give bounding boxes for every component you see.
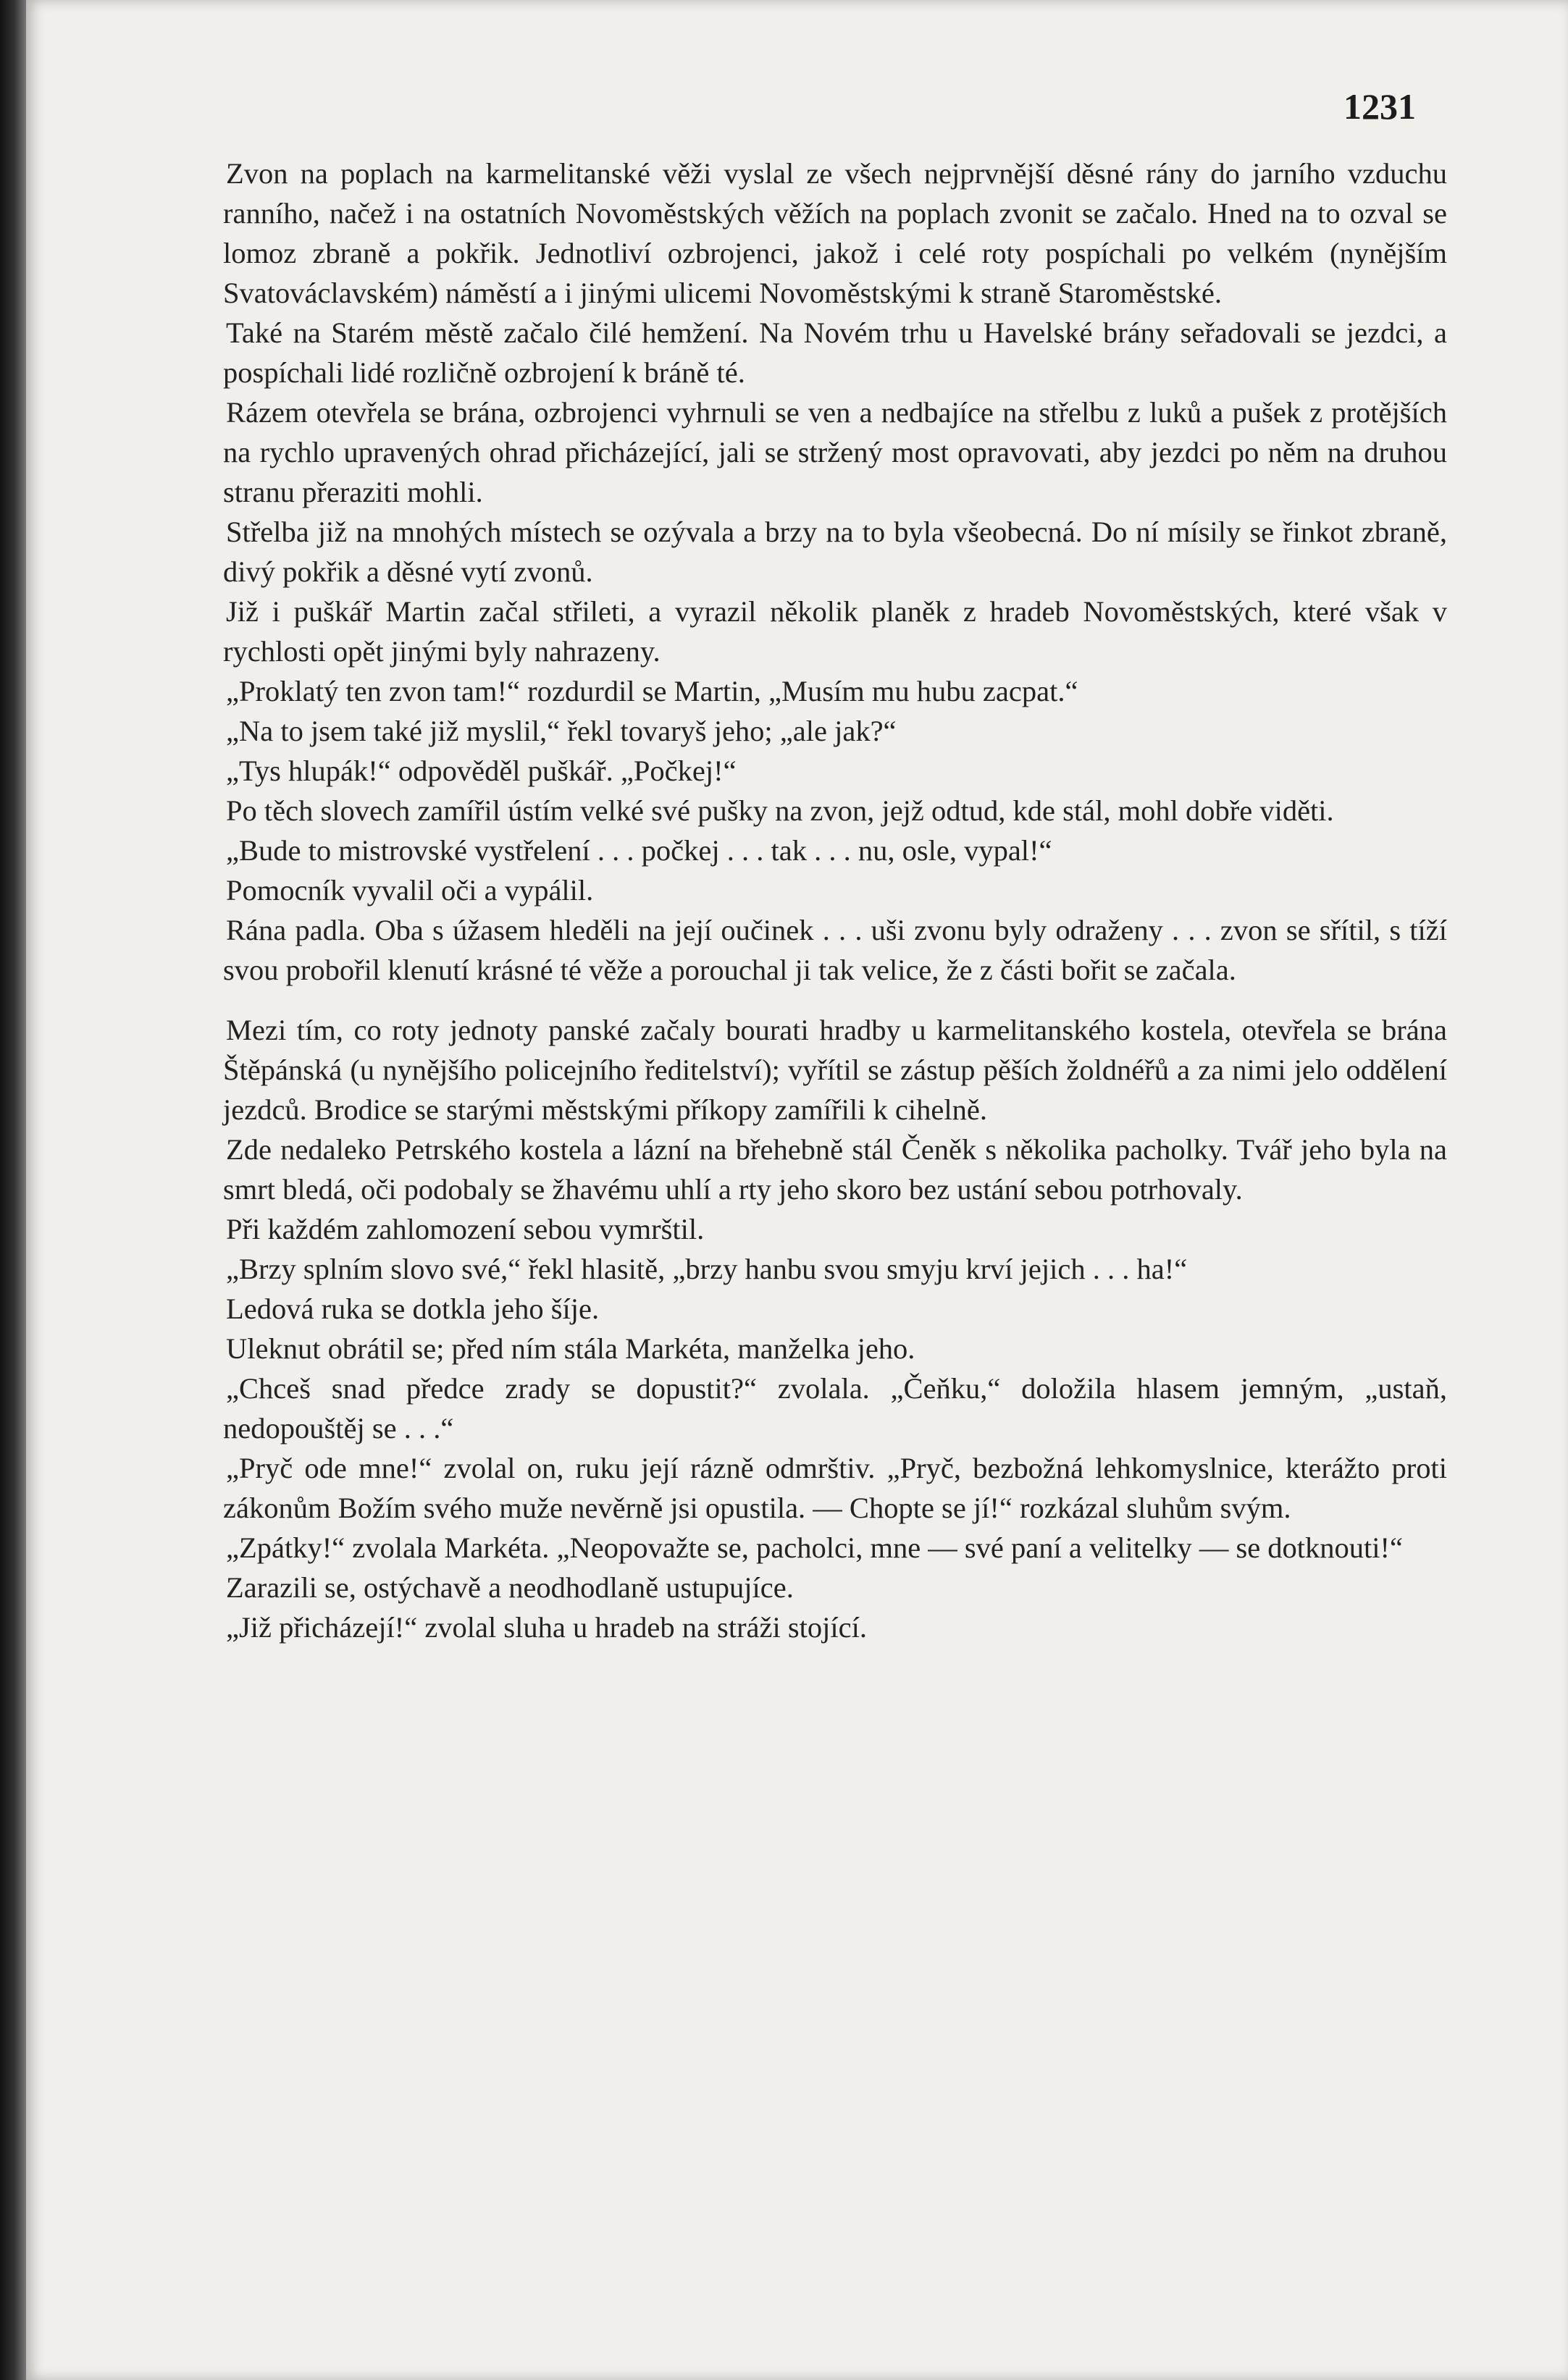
paragraph: Mezi tím, co roty jednoty panské začaly bourati hradby u karmelitanského kostela, otevřela se brána Štěpánská (u nynějšího policejního ředitelství); vyřítil se zástup pěších žoldnéřů a za nimi jelo oddělení jezdců. Brodice se starými městskými příkopy zamířili k cihelně. (223, 1014, 1447, 1126)
paragraph: „Chceš snad předce zrady se dopustit?“ zvolala. „Čeňku,“ doložila hlasem jemným, „ustaň, nedopouštěj se . . .“ (223, 1372, 1447, 1445)
paragraph: Střelba již na mnohých místech se ozývala a brzy na to byla všeobecná. Do ní mísily se řinkot zbraně, divý pokřik a děsné vytí zvonů. (223, 516, 1447, 588)
paragraph: Již i puškář Martin začal střileti, a vyrazil několik planěk z hradeb Novoměstských, které však v rychlosti opět jinými byly nahrazeny. (223, 595, 1447, 668)
page-number: 1231 (1343, 86, 1416, 127)
paragraph: Rázem otevřela se brána, ozbrojenci vyhrnuli se ven a nedbajíce na střelbu z luků a pušek z protějších na rychlo upravených ohrad přicházející, jali se stržený most opravovati, aby jezdci po něm na druhou stranu přeraziti mohli. (223, 396, 1447, 508)
paragraph: „Zpátky!“ zvolala Markéta. „Neopovažte se, pacholci, mne — své paní a velitelky — se dotknouti!“ (226, 1531, 1404, 1564)
paragraph: Zarazili se, ostýchavě a neodhodlaně ustupujíce. (226, 1571, 794, 1604)
paragraph: „Pryč ode mne!“ zvolal on, ruku její rázně odmrštiv. „Pryč, bezbožná lehkomyslnice, kterážto proti zákonům Božím svého muže nevěrně jsi opustila. — Chopte se jí!“ rozkázal sluhům svým. (223, 1452, 1447, 1524)
paragraph: „Brzy splním slovo své,“ řekl hlasitě, „brzy hanbu svou smyju krví jejich . . . ha!“ (226, 1253, 1188, 1285)
page-text (223, 154, 1447, 1647)
paragraph: „Tys hlupák!“ odpověděl puškář. „Počkej!“ (226, 754, 737, 787)
paragraph: Zde nedaleko Petrského kostela a lázní na břehebně stál Čeněk s několika pacholky. Tvář jeho byla na smrt bledá, oči podobaly se žhavému uhlí a rty jeho skoro bez ustání sebou potrhovaly. (223, 1133, 1447, 1206)
book-page (26, 0, 1568, 2380)
paragraph: Uleknut obrátil se; před ním stála Markéta, manželka jeho. (226, 1332, 915, 1365)
paragraph: „Na to jsem také již myslil,“ řekl tovaryš jeho; „ale jak?“ (226, 715, 897, 747)
paragraph: Ledová ruka se dotkla jeho šíje. (226, 1292, 600, 1325)
book-spine-shadow (0, 0, 26, 2380)
paragraph: „Proklatý ten zvon tam!“ rozdurdil se Martin, „Musím mu hubu zacpat.“ (226, 675, 1078, 707)
paragraph: „Již přicházejí!“ zvolal sluha u hradeb na stráži stojící. (226, 1611, 868, 1644)
paragraph: Zvon na poplach na karmelitanské věži vyslal ze všech nejprvnější děsné rány do jarního vzduchu ranního, načež i na ostatních Novoměstských věžích na poplach zvonit se začalo. Hned na to ozval se lomoz zbraně a pokřik. Jednotliví ozbrojenci, jakož i celé roty pospíchali po velkém (nynějším Svatováclavském) náměstí a i jinými ulicemi Novoměstskými k straně Staroměstské. (223, 157, 1447, 309)
paragraph: Pomocník vyvalil oči a vypálil. (226, 874, 594, 907)
paragraph: Po těch slovech zamířil ústím velké své pušky na zvon, jejž odtud, kde stál, mohl dobře viděti. (226, 794, 1334, 827)
paragraph: Rána padla. Oba s úžasem hleděli na její oučinek . . . uši zvonu byly odraženy . . . zvon se sřítil, s tíží svou probořil klenutí krásné té věže a porouchal ji tak velice, že z části bořit se začala. (223, 914, 1447, 986)
paragraph: „Bude to mistrovské vystřelení . . . počkej . . . tak . . . nu, osle, vypal!“ (226, 834, 1052, 867)
paragraph: Také na Starém městě začalo čilé hemžení. Na Novém trhu u Havelské brány seřadovali se jezdci, a pospíchali lidé rozličně ozbrojení k bráně té. (223, 316, 1447, 389)
paragraph: Při každém zahlomození sebou vymrštil. (226, 1213, 705, 1245)
